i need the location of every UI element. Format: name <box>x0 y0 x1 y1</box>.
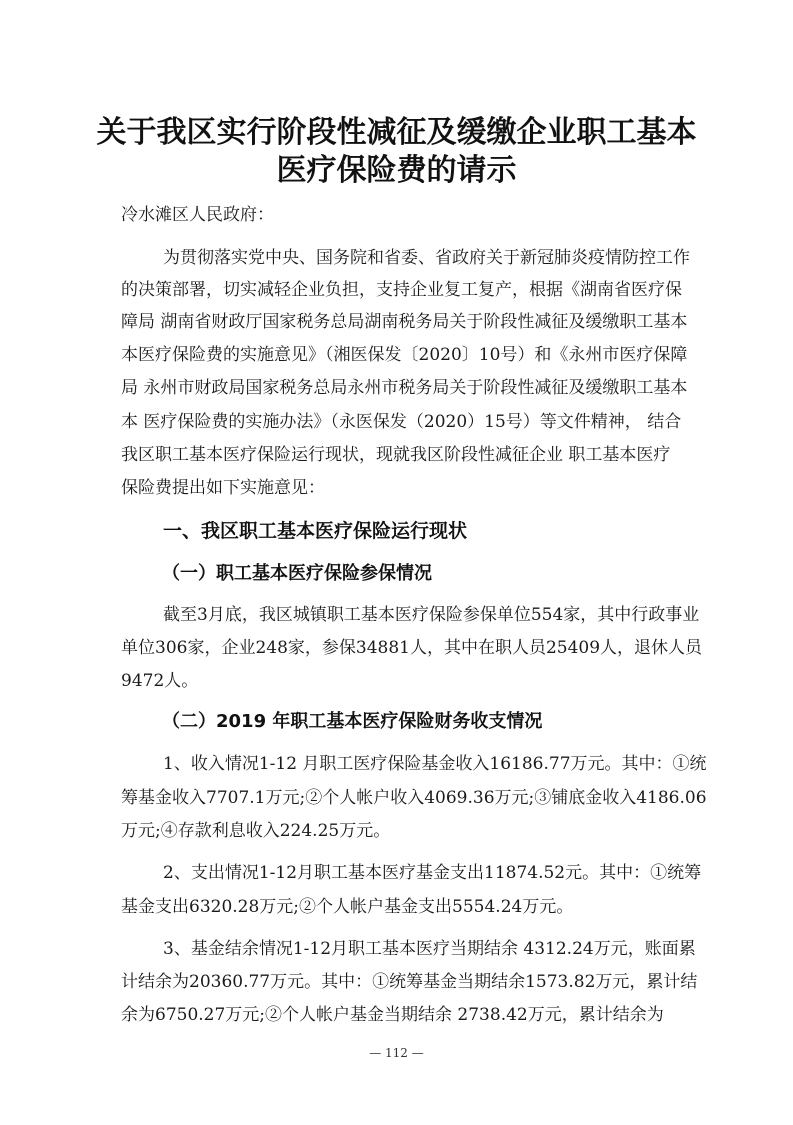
document-title-line-1: 关于我区实行阶段性减征及缓缴企业职工基本 <box>96 115 697 150</box>
intro-line-6: 本 医疗保险费的实施办法》（永医保发（2020）15号）等文件精神， 结合 <box>121 412 682 432</box>
document-title-line-2: 医疗保险费的请示 <box>276 153 517 188</box>
salutation: 冷水滩区人民政府： <box>121 205 274 225</box>
para-4-line-1: 3、基金结余情况1-12月职工基本医疗当期结余 4312.24万元，账面累 <box>163 939 696 959</box>
intro-line-4: 本医疗保险费的实施意见》（湘医保发〔2020〕10号）和《永州市医疗保障 <box>121 345 688 365</box>
para-2-line-2: 筹基金收入7707.1万元;②个人帐户收入4069.36万元;③铺底金收入4186.06 <box>121 788 707 808</box>
para-4-line-2: 计结余为20360.77万元。其中：①统筹基金当期结余1573.82万元，累计结 <box>121 972 698 992</box>
para-1-line-3: 9472人。 <box>121 671 199 691</box>
intro-line-3: 障局 湖南省财政厅国家税务总局湖南税务局关于阶段性减征及缓缴职工基本 <box>121 312 688 332</box>
intro-line-8: 保险费提出如下实施意见： <box>121 478 325 498</box>
para-2-line-1: 1、收入情况1-12 月职工医疗保险基金收入16186.77万元。其中：①统 <box>163 754 707 774</box>
para-1-line-1: 截至3月底，我区城镇职工基本医疗保险参保单位554家，其中行政事业 <box>163 605 700 625</box>
intro-line-7: 我区职工基本医疗保险运行现状，现就我区阶段性减征企业 职工基本医疗 <box>121 445 671 465</box>
para-3-line-2: 基金支出6320.28万元;②个人帐户基金支出5554.24万元。 <box>121 897 574 917</box>
page-number: — 112 — <box>369 1046 424 1060</box>
intro-line-5: 局 永州市财政局国家税务总局永州市税务局关于阶段性减征及缓缴职工基本 <box>121 378 688 398</box>
para-3-line-1: 2、支出情况1-12月职工基本医疗基金支出11874.52元。其中：①统筹 <box>163 863 702 883</box>
sub-heading-1: （一）职工基本医疗保险参保情况 <box>162 563 432 584</box>
para-1-line-2: 单位306家，企业248家，参保34881人，其中在职人员25409人，退休人员 <box>121 638 703 658</box>
sub-heading-2: （二）2019 年职工基本医疗保险财务收支情况 <box>162 711 543 732</box>
intro-line-1: 为贯彻落实党中央、国务院和省委、省政府关于新冠肺炎疫情防控工作 <box>163 248 690 268</box>
para-4-line-3: 余为6750.27万元;②个人帐户基金当期结余 2738.42万元，累计结余为 <box>121 1005 664 1025</box>
section-heading-1: 一、我区职工基本医疗保险运行现状 <box>163 520 468 542</box>
intro-line-2: 的决策部署，切实减轻企业负担，支持企业复工复产，根据《湖南省医疗保 <box>121 280 682 300</box>
para-2-line-3: 万元;④存款利息收入224.25万元。 <box>121 821 391 841</box>
